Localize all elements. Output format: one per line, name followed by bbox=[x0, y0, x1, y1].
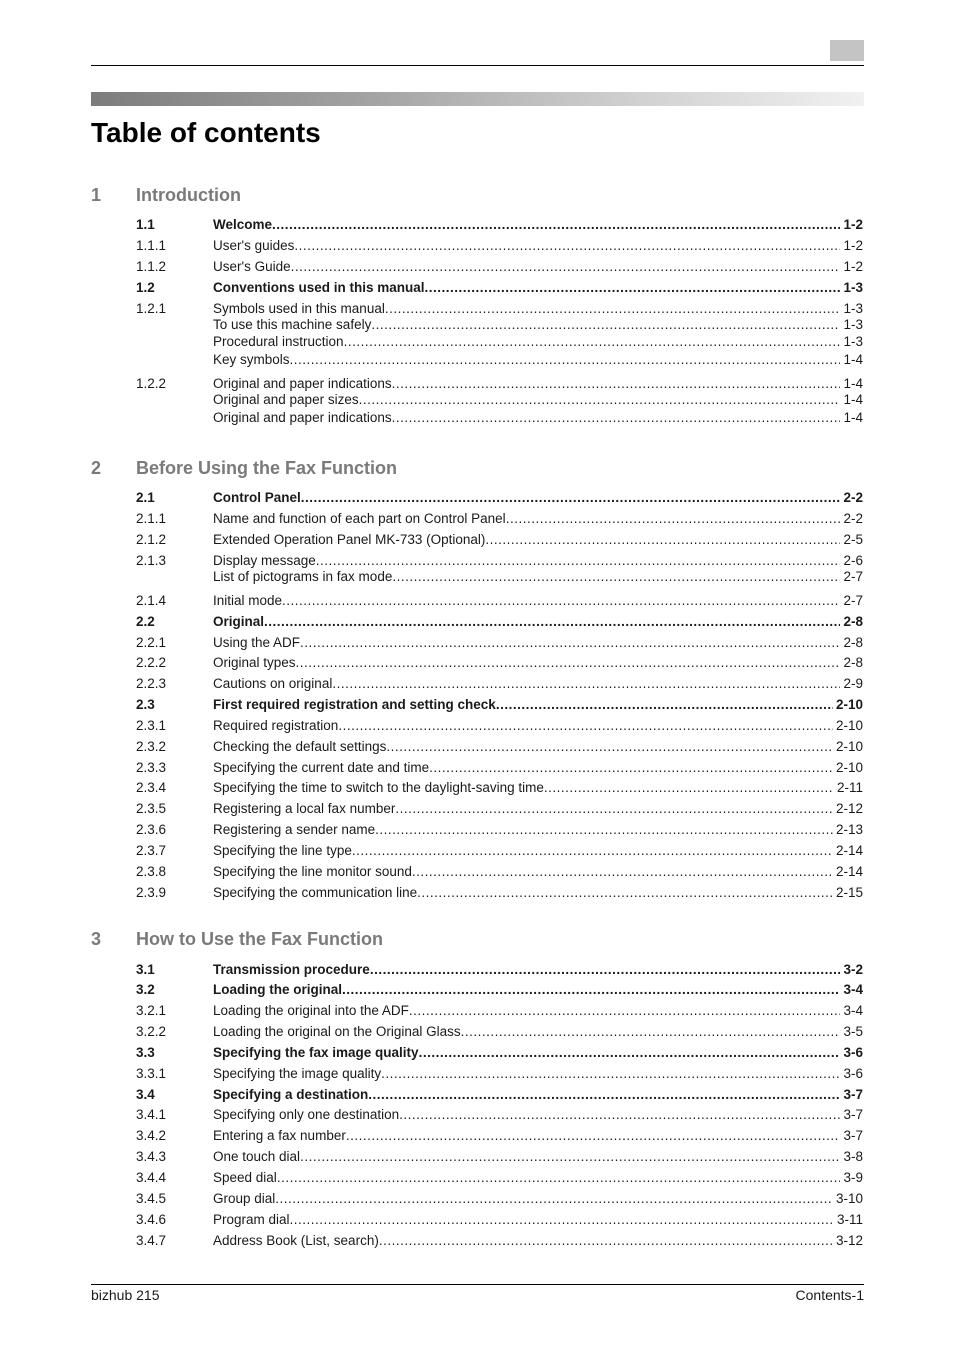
toc-section-row[interactable] bbox=[136, 216, 863, 233]
toc-entry-body bbox=[213, 351, 863, 368]
toc-section-row[interactable] bbox=[136, 1044, 863, 1061]
toc-entry-title: Specifying the time to switch to the daylight-saving time bbox=[213, 780, 544, 795]
dot-leader bbox=[300, 634, 840, 651]
toc-page-number: 2-7 bbox=[843, 569, 863, 584]
toc-section-row[interactable] bbox=[136, 279, 863, 296]
toc-entry-body bbox=[213, 884, 863, 901]
toc-page-number: 3-7 bbox=[843, 1107, 863, 1122]
footer-rule bbox=[91, 1284, 864, 1285]
toc-section-row[interactable] bbox=[136, 961, 863, 978]
toc-entry-title: Original and paper sizes bbox=[213, 392, 359, 407]
toc-entry-number: 3.4.1 bbox=[136, 1107, 167, 1122]
dot-leader bbox=[282, 592, 840, 609]
toc-entry-number: 2.3.2 bbox=[136, 739, 167, 754]
toc-entry-row[interactable] bbox=[136, 391, 863, 408]
toc-entry-body bbox=[213, 654, 863, 671]
dot-leader bbox=[399, 1106, 840, 1123]
toc-entry-title: Control Panel bbox=[213, 490, 301, 505]
dot-leader bbox=[277, 1169, 841, 1186]
toc-entry-title: Checking the default settings bbox=[213, 739, 387, 754]
toc-entry-body bbox=[213, 1086, 863, 1103]
toc-entry-body bbox=[213, 391, 863, 408]
toc-entry-row[interactable] bbox=[136, 568, 863, 585]
toc-entry-title: List of pictograms in fax mode bbox=[213, 569, 393, 584]
toc-entry-row[interactable] bbox=[136, 316, 863, 333]
toc-entry-row[interactable] bbox=[136, 738, 863, 755]
corner-tab bbox=[830, 40, 864, 61]
dot-leader bbox=[264, 613, 840, 630]
toc-page-number: 2-13 bbox=[835, 822, 863, 837]
toc-entry-number: 2.1.3 bbox=[136, 553, 167, 568]
dot-leader bbox=[379, 1232, 833, 1249]
toc-entry-row[interactable] bbox=[136, 634, 863, 651]
toc-entry-title: Specifying the communication line bbox=[213, 885, 418, 900]
toc-entry-title: Specifying the line monitor sound bbox=[213, 864, 412, 879]
title-gradient-bar bbox=[91, 92, 864, 106]
dot-leader bbox=[485, 531, 840, 548]
dot-leader bbox=[294, 237, 840, 254]
toc-entry-number: 1.1.1 bbox=[136, 238, 167, 253]
toc-entry-body bbox=[213, 1148, 863, 1165]
toc-entry-row[interactable] bbox=[136, 531, 863, 548]
dot-leader bbox=[368, 1086, 840, 1103]
toc-entry-title: Specifying the fax image quality bbox=[213, 1045, 419, 1060]
toc-entry-title: Address Book (List, search) bbox=[213, 1233, 379, 1248]
toc-entry-body bbox=[213, 1232, 863, 1249]
toc-entry-row[interactable] bbox=[136, 1169, 863, 1186]
toc-entry-number: 2.3.8 bbox=[136, 864, 167, 879]
toc-entry-body bbox=[213, 821, 863, 838]
toc-entry-body bbox=[213, 489, 863, 506]
toc-entry-body bbox=[213, 279, 863, 296]
toc-page-number: 1-2 bbox=[843, 217, 863, 232]
page-title: Table of contents bbox=[91, 117, 321, 148]
toc-entry-number: 2.3.5 bbox=[136, 801, 167, 816]
dot-leader bbox=[412, 863, 833, 880]
toc-page-number: 2-14 bbox=[835, 843, 863, 858]
dot-leader bbox=[371, 316, 840, 333]
toc-entry-row[interactable] bbox=[136, 1190, 863, 1207]
toc-entry-title: Registering a local fax number bbox=[213, 801, 396, 816]
toc-entry-number: 2.2.2 bbox=[136, 655, 167, 670]
toc-page-number: 1-4 bbox=[843, 352, 863, 367]
toc-page-number: 3-12 bbox=[835, 1233, 863, 1248]
dot-leader bbox=[291, 258, 841, 275]
toc-page-number: 1-3 bbox=[843, 280, 863, 295]
toc-entry-number: 3.2.1 bbox=[136, 1003, 167, 1018]
toc-entry-row[interactable] bbox=[136, 1148, 863, 1165]
toc-entry-number: 3.4 bbox=[136, 1087, 155, 1102]
toc-entry-number: 1.1.2 bbox=[136, 259, 167, 274]
dot-leader bbox=[332, 675, 840, 692]
toc-page-number: 2-10 bbox=[835, 697, 863, 712]
toc-entry-number: 1.2 bbox=[136, 280, 155, 295]
toc-entry-title: Original bbox=[213, 614, 265, 629]
dot-leader bbox=[370, 961, 841, 978]
toc-entry-row[interactable] bbox=[136, 675, 863, 692]
toc-entry-number: 3.2 bbox=[136, 982, 155, 997]
toc-entry-number: 3.4.2 bbox=[136, 1128, 167, 1143]
dot-leader bbox=[385, 300, 841, 317]
toc-section-row[interactable] bbox=[136, 489, 863, 506]
dot-leader bbox=[419, 1044, 841, 1061]
dot-leader bbox=[300, 1148, 840, 1165]
dot-leader bbox=[375, 821, 833, 838]
toc-page-number: 1-2 bbox=[843, 238, 863, 253]
toc-entry-body bbox=[213, 1044, 863, 1061]
dot-leader bbox=[344, 333, 841, 350]
toc-entry-body bbox=[213, 216, 863, 233]
toc-entry-number: 2.2.1 bbox=[136, 635, 167, 650]
toc-entry-row[interactable] bbox=[136, 409, 863, 426]
toc-entry-title: Using the ADF bbox=[213, 635, 301, 650]
toc-entry-title: Transmission procedure bbox=[213, 962, 370, 977]
chapter-title: Before Using the Fax Function bbox=[136, 458, 398, 478]
toc-entry-row[interactable] bbox=[136, 842, 863, 859]
toc-entry-title: Loading the original into the ADF bbox=[213, 1003, 409, 1018]
toc-page-number: 3-10 bbox=[835, 1191, 863, 1206]
toc-entry-body bbox=[213, 1127, 863, 1144]
chapter-number: 1 bbox=[91, 185, 102, 205]
toc-entry-title: Loading the original on the Original Glass bbox=[213, 1024, 461, 1039]
dot-leader bbox=[275, 1190, 833, 1207]
toc-page-number: 2-10 bbox=[835, 718, 863, 733]
toc-entry-number: 2.3.7 bbox=[136, 843, 167, 858]
dot-leader bbox=[425, 279, 841, 296]
toc-section-row[interactable] bbox=[136, 1086, 863, 1103]
dot-leader bbox=[544, 779, 834, 796]
dot-leader bbox=[296, 654, 841, 671]
toc-page-number: 3-7 bbox=[843, 1128, 863, 1143]
toc-entry-title: Original types bbox=[213, 655, 296, 670]
dot-leader bbox=[301, 489, 841, 506]
toc-page-number: 2-14 bbox=[835, 864, 863, 879]
toc-entry-row[interactable] bbox=[136, 884, 863, 901]
toc-entry-title: Name and function of each part on Control Panel bbox=[213, 511, 506, 526]
toc-entry-title: Conventions used in this manual bbox=[213, 280, 425, 295]
footer-page-number: Contents-1 bbox=[795, 1287, 864, 1303]
toc-entry-title: Specifying the line type bbox=[213, 843, 352, 858]
toc-entry-body bbox=[213, 717, 863, 734]
toc-page-number: 2-2 bbox=[843, 511, 863, 526]
toc-entry-number: 2.1 bbox=[136, 490, 155, 505]
toc-entry-body bbox=[213, 1023, 863, 1040]
toc-entry-title: Registering a sender name bbox=[213, 822, 376, 837]
toc-entry-row[interactable] bbox=[136, 375, 863, 392]
toc-entry-body bbox=[213, 258, 863, 275]
toc-entry-number: 2.1.1 bbox=[136, 511, 167, 526]
toc-page-number: 2-10 bbox=[835, 760, 863, 775]
toc-page-number: 1-2 bbox=[843, 259, 863, 274]
toc-entry-row[interactable] bbox=[136, 779, 863, 796]
dot-leader bbox=[386, 738, 833, 755]
toc-page-number: 1-4 bbox=[843, 392, 863, 407]
toc-entry-title: Group dial bbox=[213, 1191, 276, 1206]
toc-entry-title: Specifying the current date and time bbox=[213, 760, 430, 775]
footer-product-name: bizhub 215 bbox=[91, 1287, 160, 1303]
toc-entry-title: User's guides bbox=[213, 238, 295, 253]
toc-entry-title: Cautions on original bbox=[213, 676, 333, 691]
toc-page-number: 2-5 bbox=[843, 532, 863, 547]
dot-leader bbox=[316, 552, 841, 569]
toc-entry-body bbox=[213, 510, 863, 527]
toc-entry-row[interactable] bbox=[136, 258, 863, 275]
dot-leader bbox=[342, 981, 840, 998]
toc-entry-body bbox=[213, 779, 863, 796]
toc-entry-body bbox=[213, 738, 863, 755]
toc-page-number: 2-8 bbox=[843, 635, 863, 650]
toc-page-number: 2-2 bbox=[843, 490, 863, 505]
toc-entry-number: 3.2.2 bbox=[136, 1024, 167, 1039]
toc-page-number: 3-7 bbox=[843, 1087, 863, 1102]
toc-page-number: 2-8 bbox=[843, 614, 863, 629]
toc-entry-body bbox=[213, 863, 863, 880]
toc-entry-body bbox=[213, 375, 863, 392]
toc-entry-body bbox=[213, 1106, 863, 1123]
toc-entry-title: Required registration bbox=[213, 718, 339, 733]
toc-entry-body bbox=[213, 409, 863, 426]
toc-entry-row[interactable] bbox=[136, 1002, 863, 1019]
toc-entry-body bbox=[213, 842, 863, 859]
toc-entry-title: Specifying only one destination bbox=[213, 1107, 400, 1122]
toc-entry-number: 3.3.1 bbox=[136, 1066, 167, 1081]
toc-page-number: 2-15 bbox=[835, 885, 863, 900]
dot-leader bbox=[395, 800, 833, 817]
toc-entry-body bbox=[213, 1211, 863, 1228]
toc-page-number: 3-9 bbox=[843, 1170, 863, 1185]
dot-leader bbox=[359, 391, 841, 408]
toc-entry-body bbox=[213, 237, 863, 254]
toc-entry-body bbox=[213, 634, 863, 651]
toc-entry-number: 2.1.2 bbox=[136, 532, 167, 547]
toc-entry-number: 2.1.4 bbox=[136, 593, 167, 608]
toc-page-number: 2-6 bbox=[843, 553, 863, 568]
toc-entry-body bbox=[213, 1169, 863, 1186]
toc-entry-title: To use this machine safely bbox=[213, 317, 372, 332]
toc-entry-number: 3.4.7 bbox=[136, 1233, 167, 1248]
toc-section-row[interactable] bbox=[136, 696, 863, 713]
toc-page-number: 2-9 bbox=[843, 676, 863, 691]
toc-entry-body bbox=[213, 1190, 863, 1207]
toc-entry-number: 2.3.1 bbox=[136, 718, 167, 733]
toc-entry-body bbox=[213, 592, 863, 609]
toc-entry-number: 2.3.4 bbox=[136, 780, 167, 795]
toc-page-number: 1-3 bbox=[843, 317, 863, 332]
toc-section-row[interactable] bbox=[136, 613, 863, 630]
toc-entry-body bbox=[213, 759, 863, 776]
toc-page-number: 3-6 bbox=[843, 1066, 863, 1081]
toc-entry-row[interactable] bbox=[136, 1106, 863, 1123]
chapter-title: Introduction bbox=[136, 185, 241, 205]
dot-leader bbox=[338, 717, 833, 734]
toc-page-number: 1-3 bbox=[843, 301, 863, 316]
toc-page-number: 3-11 bbox=[836, 1212, 863, 1227]
toc-page-number: 2-10 bbox=[835, 739, 863, 754]
toc-entry-title: Welcome bbox=[213, 217, 273, 232]
toc-entry-body bbox=[213, 961, 863, 978]
toc-page-number: 1-4 bbox=[843, 376, 863, 391]
dot-leader bbox=[461, 1023, 841, 1040]
toc-entry-row[interactable] bbox=[136, 654, 863, 671]
chapter-number: 3 bbox=[91, 929, 102, 949]
toc-page-number: 2-8 bbox=[843, 655, 863, 670]
toc-entry-row[interactable] bbox=[136, 1211, 863, 1228]
dot-leader bbox=[346, 1127, 841, 1144]
toc-entry-number: 3.4.6 bbox=[136, 1212, 167, 1227]
toc-page-number: 3-8 bbox=[843, 1149, 863, 1164]
toc-entry-title: Procedural instruction bbox=[213, 334, 344, 349]
toc-entry-title: Speed dial bbox=[213, 1170, 277, 1185]
toc-entry-number: 3.4.4 bbox=[136, 1170, 167, 1185]
dot-leader bbox=[392, 375, 841, 392]
toc-entry-row[interactable] bbox=[136, 863, 863, 880]
toc-entry-title: Specifying a destination bbox=[213, 1087, 369, 1102]
toc-entry-row[interactable] bbox=[136, 1065, 863, 1082]
dot-leader bbox=[496, 696, 833, 713]
toc-entry-body bbox=[213, 675, 863, 692]
toc-entry-title: First required registration and setting check bbox=[213, 697, 496, 712]
toc-entry-body bbox=[213, 300, 863, 317]
toc-entry-body bbox=[213, 316, 863, 333]
toc-entry-row[interactable] bbox=[136, 821, 863, 838]
toc-entry-row[interactable] bbox=[136, 237, 863, 254]
toc-entry-body bbox=[213, 800, 863, 817]
dot-leader bbox=[272, 216, 840, 233]
toc-entry-title: Entering a fax number bbox=[213, 1128, 346, 1143]
toc-entry-body bbox=[213, 613, 863, 630]
toc-entry-title: Loading the original bbox=[213, 982, 342, 997]
toc-entry-body bbox=[213, 1002, 863, 1019]
toc-page-number: 3-6 bbox=[843, 1045, 863, 1060]
toc-entry-number: 2.2.3 bbox=[136, 676, 167, 691]
toc-entry-body bbox=[213, 333, 863, 350]
chapter-title: How to Use the Fax Function bbox=[136, 929, 384, 949]
dot-leader bbox=[392, 568, 840, 585]
toc-entry-number: 3.3 bbox=[136, 1045, 155, 1060]
dot-leader bbox=[392, 409, 841, 426]
toc-entry-number: 1.1 bbox=[136, 217, 155, 232]
toc-entry-title: Initial mode bbox=[213, 593, 283, 608]
toc-entry-title: Original and paper indications bbox=[213, 410, 392, 425]
toc-entry-title: Symbols used in this manual bbox=[213, 301, 385, 316]
dot-leader bbox=[290, 351, 841, 368]
toc-entry-row[interactable] bbox=[136, 717, 863, 734]
toc-entry-row[interactable] bbox=[136, 351, 863, 368]
toc-entry-title: Specifying the image quality bbox=[213, 1066, 382, 1081]
toc-entry-number: 2.3.9 bbox=[136, 885, 167, 900]
dot-leader bbox=[290, 1211, 834, 1228]
toc-section-row[interactable] bbox=[136, 981, 863, 998]
toc-entry-row[interactable] bbox=[136, 1232, 863, 1249]
toc-page-number: 2-12 bbox=[835, 801, 863, 816]
toc-entry-number: 3.4.5 bbox=[136, 1191, 167, 1206]
toc-entry-row[interactable] bbox=[136, 300, 863, 317]
toc-entry-title: Display message bbox=[213, 553, 316, 568]
toc-entry-number: 3.1 bbox=[136, 962, 155, 977]
toc-entry-body bbox=[213, 696, 863, 713]
toc-page-number: 1-4 bbox=[843, 410, 863, 425]
toc-page-number: 2-7 bbox=[843, 593, 863, 608]
toc-entry-number: 2.3.6 bbox=[136, 822, 167, 837]
dot-leader bbox=[417, 884, 833, 901]
toc-page-number: 3-5 bbox=[843, 1024, 863, 1039]
toc-entry-row[interactable] bbox=[136, 800, 863, 817]
dot-leader bbox=[429, 759, 833, 776]
dot-leader bbox=[381, 1065, 840, 1082]
dot-leader bbox=[409, 1002, 841, 1019]
toc-entry-row[interactable] bbox=[136, 1023, 863, 1040]
toc-entry-row[interactable] bbox=[136, 333, 863, 350]
toc-entry-body bbox=[213, 1065, 863, 1082]
toc-entry-title: Extended Operation Panel MK-733 (Optional) bbox=[213, 532, 486, 547]
dot-leader bbox=[352, 842, 833, 859]
toc-page-number: 1-3 bbox=[843, 334, 863, 349]
toc-entry-number: 2.3 bbox=[136, 697, 155, 712]
toc-entry-row[interactable] bbox=[136, 759, 863, 776]
toc-entry-number: 1.2.2 bbox=[136, 376, 167, 391]
toc-entry-row[interactable] bbox=[136, 1127, 863, 1144]
toc-entry-number: 2.3.3 bbox=[136, 760, 167, 775]
toc-entry-title: One touch dial bbox=[213, 1149, 301, 1164]
toc-entry-number: 1.2.1 bbox=[136, 301, 167, 316]
toc-page-number: 3-4 bbox=[843, 982, 863, 997]
toc-entry-row[interactable] bbox=[136, 592, 863, 609]
toc-entry-number: 3.4.3 bbox=[136, 1149, 167, 1164]
toc-page-number: 2-11 bbox=[836, 780, 863, 795]
toc-entry-body bbox=[213, 552, 863, 569]
toc-entry-title: Key symbols bbox=[213, 352, 290, 367]
toc-entry-title: Program dial bbox=[213, 1212, 290, 1227]
toc-entry-body bbox=[213, 568, 863, 585]
toc-entry-body bbox=[213, 531, 863, 548]
toc-entry-number: 2.2 bbox=[136, 614, 155, 629]
toc-entry-row[interactable] bbox=[136, 552, 863, 569]
toc-page-number: 3-2 bbox=[843, 962, 863, 977]
header-rule bbox=[91, 65, 864, 66]
toc-entry-title: User's Guide bbox=[213, 259, 291, 274]
toc-entry-row[interactable] bbox=[136, 510, 863, 527]
chapter-number: 2 bbox=[91, 458, 102, 478]
toc-entry-body bbox=[213, 981, 863, 998]
dot-leader bbox=[506, 510, 841, 527]
toc-page-number: 3-4 bbox=[843, 1003, 863, 1018]
toc-entry-title: Original and paper indications bbox=[213, 376, 392, 391]
